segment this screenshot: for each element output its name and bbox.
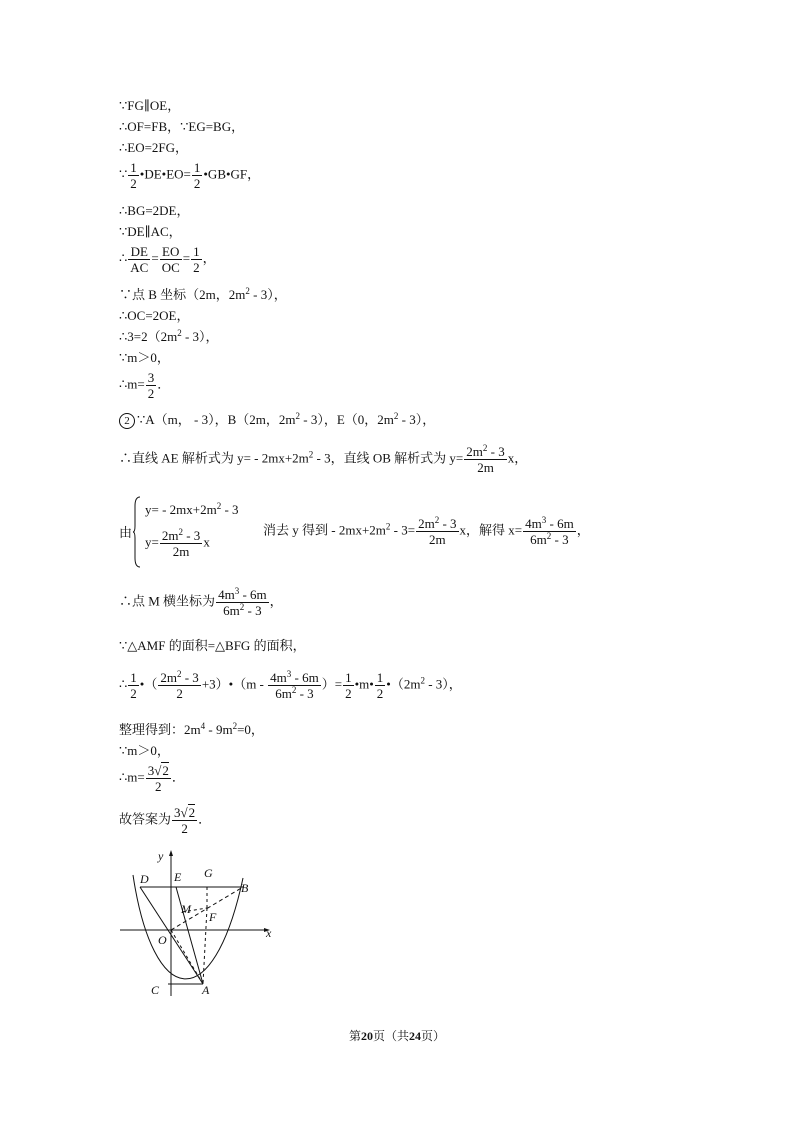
line-3: ∴EO=2FG， (119, 140, 189, 155)
y-axis-arrow (169, 850, 173, 856)
label-F: F (209, 910, 217, 924)
line-20: ∵m＞0， (119, 743, 170, 758)
fraction: $\frac{3}{2}$ (147, 370, 155, 401)
page-footer: 第20页（共24页） (348, 1029, 446, 1043)
fraction: $\frac{1}{2}$ (376, 670, 384, 701)
left-brace (133, 496, 141, 568)
line-8: ∵点 B 坐标（2m，$2m^2 - 3$）， (119, 286, 287, 302)
line-12: ∴m= $\frac{3}{2}$ ． (119, 370, 171, 401)
fraction: $\frac{1}{2}$ (130, 670, 137, 701)
fraction: $\frac{1}{2}$ (193, 244, 200, 275)
label-O: O (158, 933, 167, 947)
label-x: x (266, 926, 272, 940)
parabola (133, 875, 243, 979)
fraction: $\frac{2m^2 - 3}{2m}$ (466, 443, 505, 475)
line-22: 故答案为 $\frac{3√2}{2}$ ． (119, 805, 212, 836)
line-17: ∵△AMF 的面积=△BFG 的面积， (119, 638, 306, 653)
circled-number: 2 (119, 413, 135, 429)
fraction: $\frac{1}{2}$ (130, 160, 137, 191)
label-y: y (158, 849, 164, 863)
line-4: ∵ $\frac{1}{2}$ •DE•EO= $\frac{1}{2}$ •GB•GF， (119, 160, 261, 191)
current-page: 20 (360, 1029, 373, 1043)
fraction: $\frac{DE}{AC}$ (130, 244, 149, 275)
fraction: $\frac{1}{2}$ (193, 160, 201, 191)
line-21: ∴m= $\frac{3√2}{2}$ ． (119, 763, 185, 794)
line-9: ∴OC=2OE， (119, 308, 190, 323)
fraction: $\frac{4m^3 - 6m}{6m^2 - 3}$ (525, 515, 574, 547)
line-14: ∴直线 AE 解析式为 $y= - 2mx+2m^2 - 3$，直线 OB 解析式为 y= $\frac{2m^2 - 3}{2m}$ x， (119, 443, 528, 475)
line-2: ∴OF=FB，∵EG=BG， (119, 119, 245, 134)
label-G: G (204, 866, 213, 880)
line-16: ∴点 M 横坐标为 $\frac{4m^3 - 6m}{6m^2 - 3}$ ， (119, 586, 283, 618)
label-A: A (202, 983, 210, 997)
label-M: M (181, 902, 191, 916)
fraction: $\frac{2m^2 - 3}{2m}$ (161, 527, 201, 559)
total-pages: 24 (409, 1029, 421, 1043)
system-eq-1: $y= - 2mx+2m^2 - 3$ (145, 501, 239, 517)
line-5: ∴BG=2DE， (119, 203, 190, 218)
line-11: ∵m＞0， (119, 350, 170, 365)
fraction: $\frac{EO}{OC}$ (161, 244, 180, 275)
label-B: B (241, 881, 249, 895)
fraction: $\frac{4m^3 - 6m}{6m^2 - 3}$ (218, 586, 267, 618)
line-19: 整理得到：$2m^4 - 9m^2=0$， (119, 721, 264, 737)
label-D: D (140, 872, 149, 886)
line-6: ∵DE∥AC， (119, 224, 182, 239)
fraction: $\frac{3√2}{2}$ (147, 763, 169, 794)
line-7: ∴ $\frac{DE}{AC}$ = $\frac{EO}{OC}$ = $\frac{1}{2}$ ， (119, 244, 216, 275)
line-FA (203, 908, 207, 984)
system-eq-2: y= $\frac{2m^2 - 3}{2m}$ x (145, 527, 210, 559)
fraction: $\frac{1}{2}$ (345, 670, 352, 701)
geometry-figure (118, 848, 283, 1003)
line-13: 2 ∵A（m， - 3），B（2m，$2m^2 - 3$），E（0，$2m^2 - 3$）， (119, 412, 435, 429)
system-you: 由 (119, 525, 133, 540)
fraction: $\frac{3√2}{2}$ (174, 805, 196, 836)
line-18: ∴ $\frac{1}{2}$ •（ $\frac{2m^2 - 3}{2}$ +3）•（m - $\frac{4m^3 - 6m}{6m^2 - 3}$ ）= $\frac{1}{2}$ •m• $\frac{1}{2}$ $•(2m^2 - 3)$， (119, 669, 462, 701)
line-10: $\therefore 3=2(2m^2 - 3)$， (119, 328, 219, 344)
fraction: $\frac{2m^2 - 3}{2}$ (160, 669, 199, 701)
fraction: $\frac{4m^3 - 6m}{6m^2 - 3}$ (270, 669, 319, 701)
label-E: E (174, 870, 182, 884)
label-C: C (151, 983, 160, 997)
line-1: ∵FG∥OE， (119, 98, 181, 113)
fraction: $\frac{2m^2 - 3}{2m}$ (418, 515, 457, 547)
system-solution: 消去 y 得到 - $2mx+2m^2 - 3=$ $\frac{2m^2 - 3}{2m}$ x，解得 x= $\frac{4m^3 - 6m}{6m^2 - 3}$ ， (263, 515, 590, 547)
